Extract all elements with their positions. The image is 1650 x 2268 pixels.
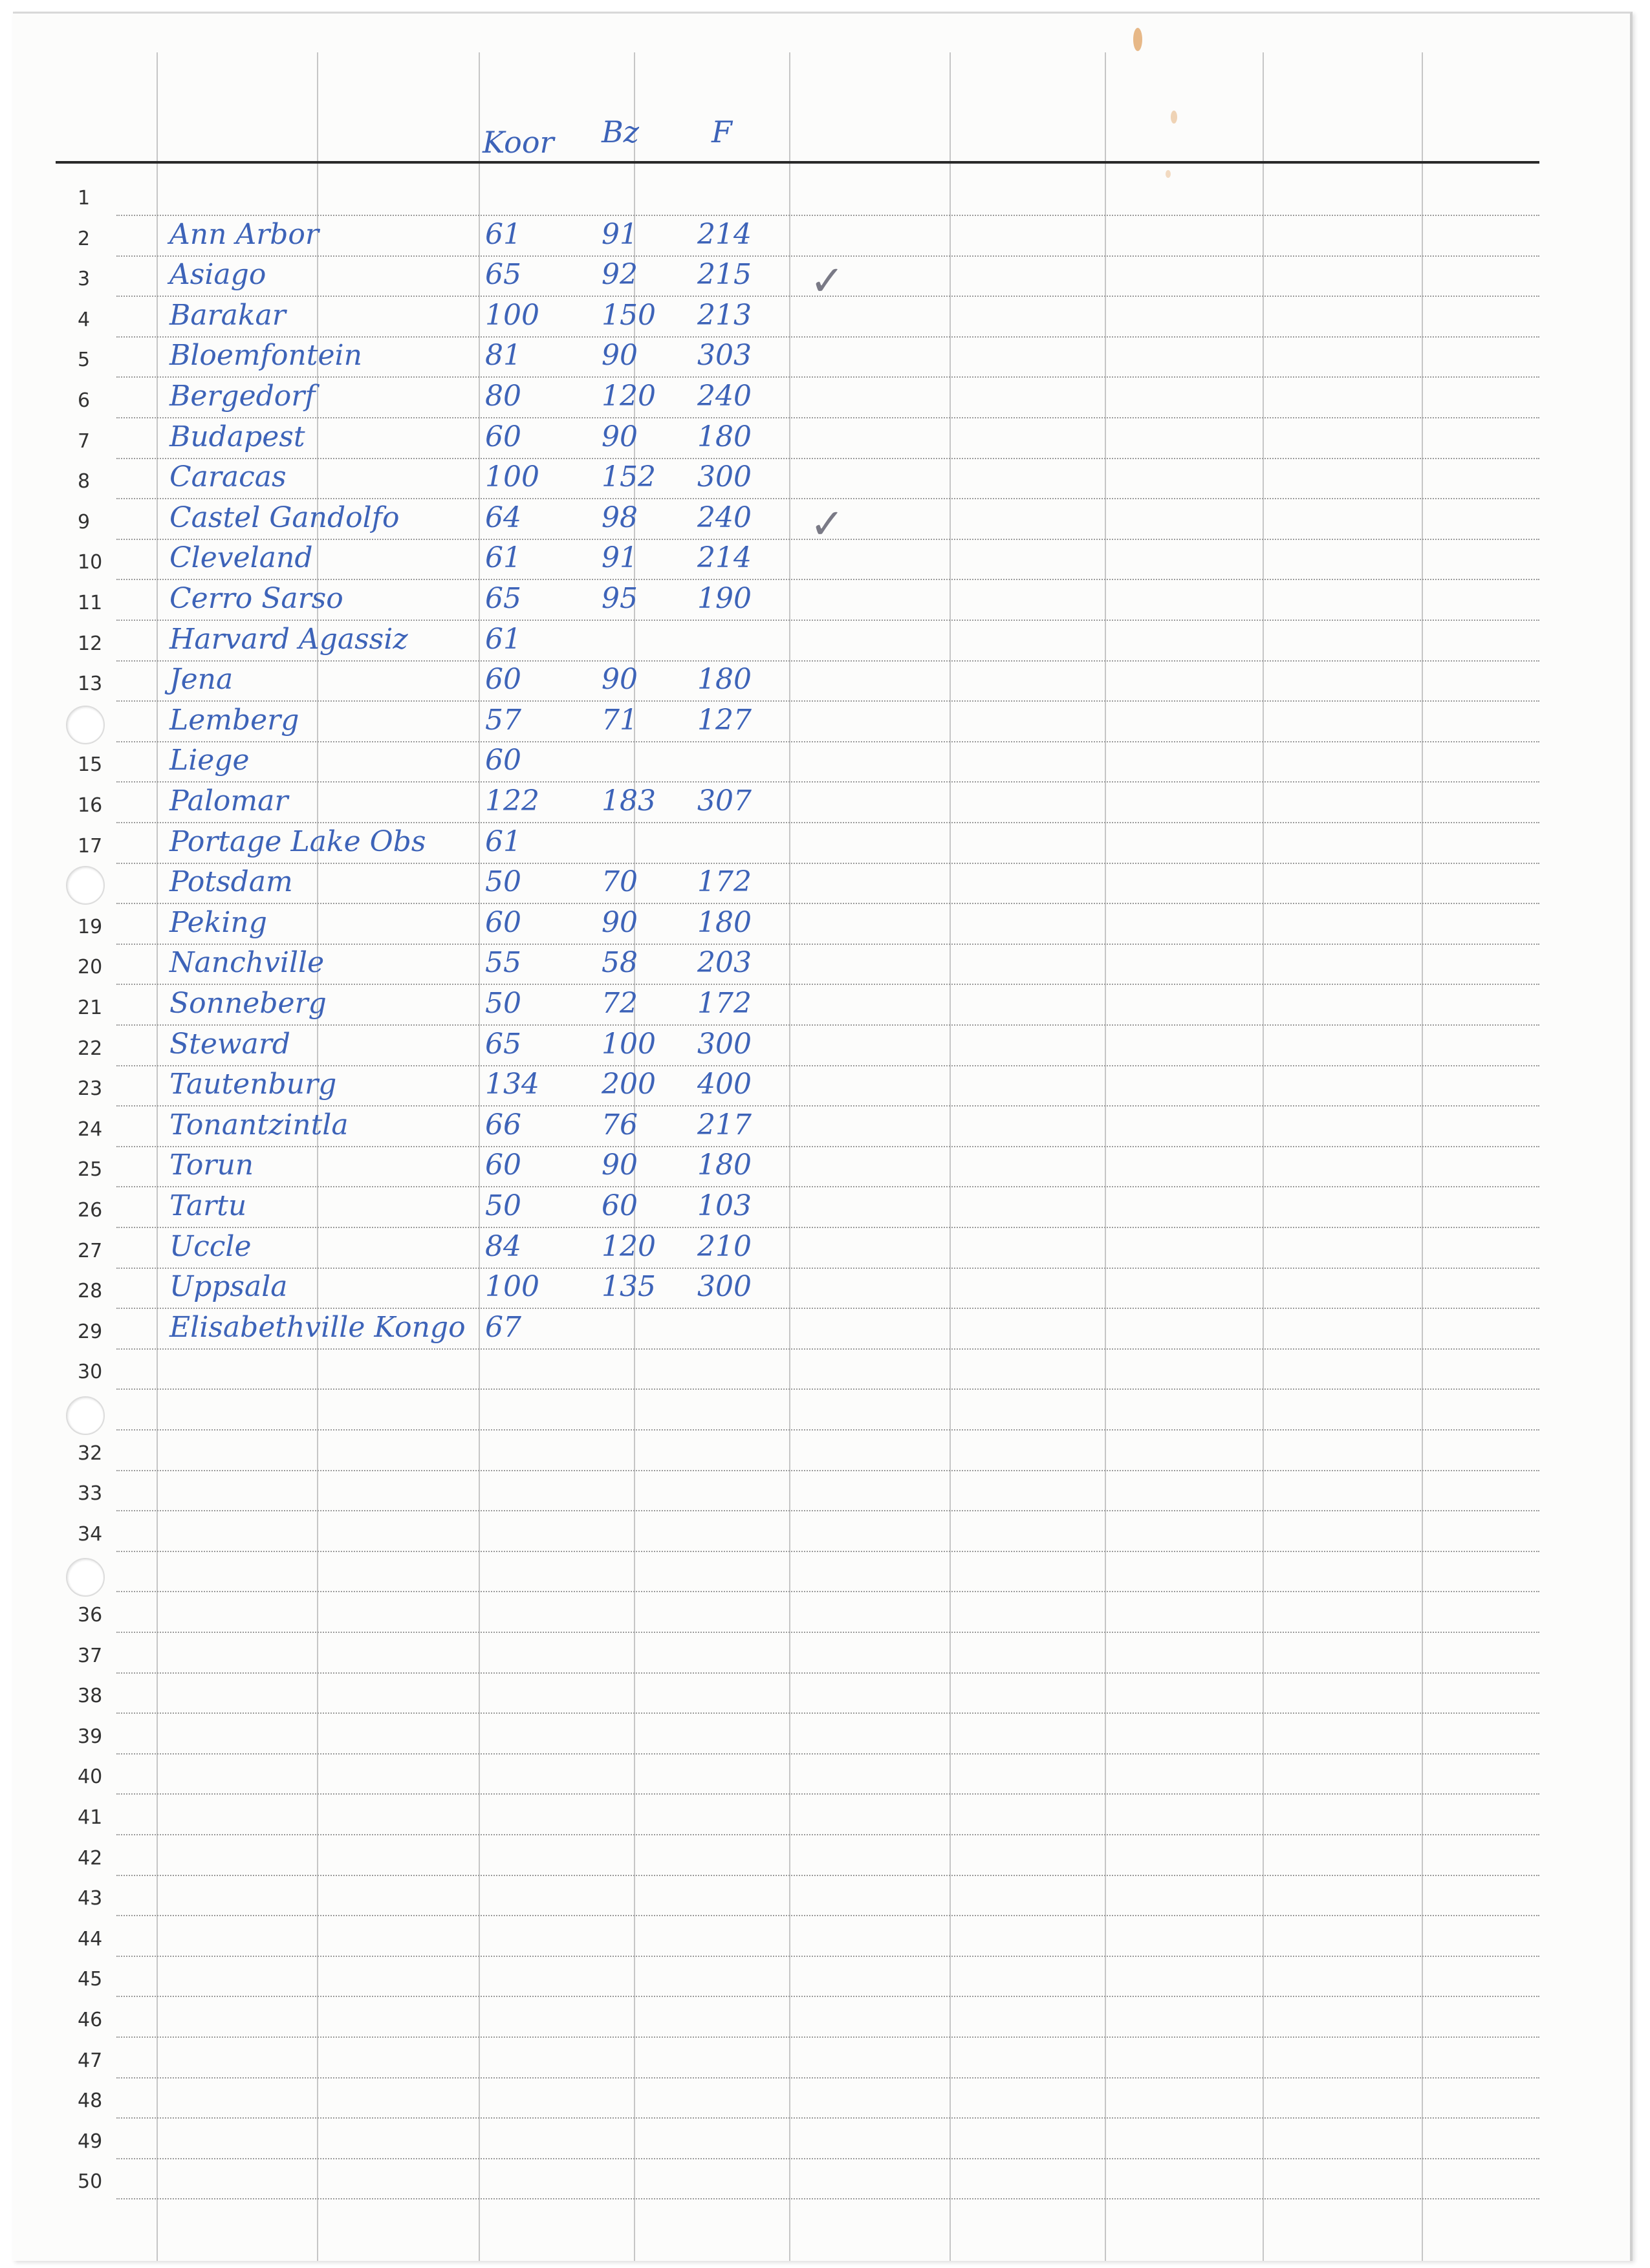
value-bz: 91 [602,217,638,251]
value-koor: 60 [485,1149,521,1182]
value-f: 303 [697,339,752,373]
row-number: 23 [78,1077,103,1101]
row-number: 46 [78,2009,103,2031]
observatory-name: Barakar [169,298,286,332]
row-rule [116,1470,1539,1471]
value-bz: 72 [602,987,638,1020]
observatory-name: Castel Gandolfo [169,501,400,534]
row-rule [116,1510,1539,1511]
observatory-name: Liege [169,744,250,777]
row-number: 13 [78,673,103,696]
row-rule [116,2077,1539,2079]
value-bz: 92 [602,258,638,292]
row-number: 3 [78,268,91,291]
value-koor: 61 [485,825,521,858]
observatory-name: Budapest [169,420,305,453]
row-number: 38 [78,1685,103,1708]
row-number: 44 [78,1927,103,1950]
row-number: 11 [78,592,103,614]
row-rule [116,417,1539,418]
header-bz: Bz [602,114,640,149]
value-koor: 80 [485,380,521,413]
value-bz: 60 [602,1189,638,1222]
row-rule [116,984,1539,985]
observatory-name: Steward [169,1027,290,1061]
row-number: 27 [78,1239,103,1262]
observatory-name: Sonneberg [169,987,327,1020]
row-number: 26 [78,1199,103,1222]
row-rule [116,458,1539,459]
row-rule [116,498,1539,499]
ink-stain [1133,28,1142,51]
row-rule [116,1388,1539,1390]
row-rule [116,1753,1539,1755]
value-bz: 70 [602,865,638,899]
value-bz: 183 [602,784,656,817]
value-koor: 57 [485,703,521,737]
value-koor: 65 [485,582,521,615]
row-number: 9 [78,510,91,534]
value-f: 172 [697,865,752,899]
row-rule [116,1793,1539,1795]
value-f: 300 [697,1270,752,1304]
row-rule [116,1348,1539,1350]
value-koor: 60 [485,420,521,453]
value-koor: 50 [485,1189,521,1222]
row-rule [116,376,1539,378]
observatory-name: Lemberg [169,703,299,737]
row-rule [116,1024,1539,1026]
column-line [950,52,951,2261]
value-bz: 95 [602,582,638,615]
row-rule [116,1268,1539,1269]
value-koor: 67 [485,1310,521,1344]
column-line [789,52,790,2261]
value-bz: 98 [602,501,638,534]
value-koor: 66 [485,1108,521,1141]
row-rule [116,1956,1539,1957]
value-koor: 84 [485,1229,521,1263]
column-line [1422,52,1423,2261]
value-bz: 71 [602,703,638,737]
value-f: 215 [697,258,752,292]
row-rule [116,1146,1539,1147]
row-number: 28 [78,1280,103,1303]
row-number: 6 [78,389,91,412]
observatory-name: Cleveland [169,541,313,575]
observatory-name: Bergedorf [169,380,316,413]
row-number: 39 [78,1725,103,1748]
observatory-name: Elisabethville Kongo [169,1310,466,1344]
value-f: 307 [697,784,752,817]
row-number: 33 [78,1482,103,1506]
row-number: 12 [78,632,103,655]
observatory-name: Portage Lake Obs [169,825,426,858]
observatory-name: Caracas [169,460,287,494]
row-rule [116,1915,1539,1916]
row-rule [116,1712,1539,1714]
value-f: 190 [697,582,752,615]
row-number: 24 [78,1118,103,1141]
row-rule [116,620,1539,621]
check-mark: ✓ [810,500,845,548]
row-rule [116,2117,1539,2119]
punch-hole [66,1396,105,1435]
value-koor: 64 [485,501,521,534]
value-bz: 90 [602,905,638,939]
value-f: 214 [697,217,752,251]
row-rule [116,2198,1539,2199]
value-bz: 90 [602,420,638,453]
row-rule [116,1632,1539,1633]
observatory-name: Tartu [169,1189,247,1222]
value-f: 400 [697,1068,752,1101]
row-rule [116,1186,1539,1187]
row-rule [116,2036,1539,2038]
row-number: 48 [78,2090,103,2113]
value-f: 172 [697,987,752,1020]
row-rule [116,579,1539,580]
value-bz: 150 [602,298,656,332]
value-koor: 100 [485,460,539,494]
value-f: 217 [697,1108,752,1141]
observatory-name: Uccle [169,1229,252,1263]
observatory-name: Torun [169,1149,254,1182]
row-rule [116,1308,1539,1309]
row-number: 4 [78,308,91,331]
row-rule [116,741,1539,742]
value-koor: 60 [485,663,521,697]
punch-hole [66,866,105,905]
value-f: 300 [697,1027,752,1061]
row-number: 22 [78,1037,103,1060]
row-number: 41 [78,1806,103,1829]
ledger-sheet [13,12,1633,2261]
observatory-name: Cerro Sarso [169,582,343,615]
header-f: F [711,114,732,149]
value-bz: 91 [602,541,638,575]
value-f: 103 [697,1189,752,1222]
value-koor: 100 [485,1270,539,1304]
value-koor: 61 [485,622,521,656]
column-line [479,52,480,2261]
value-koor: 50 [485,987,521,1020]
row-number: 43 [78,1887,103,1910]
observatory-name: Harvard Agassiz [169,622,408,656]
value-bz: 76 [602,1108,638,1141]
row-number: 25 [78,1158,103,1182]
row-rule [116,255,1539,257]
column-line [317,52,318,2261]
column-line [157,52,158,2261]
value-f: 180 [697,663,752,697]
row-rule [116,863,1539,864]
row-number: 32 [78,1442,103,1465]
row-rule [116,1996,1539,1997]
ink-stain [1166,170,1171,178]
row-number: 42 [78,1846,103,1870]
value-koor: 50 [485,865,521,899]
row-rule [116,1429,1539,1431]
punch-hole [66,706,105,744]
value-f: 240 [697,380,752,413]
observatory-name: Ann Arbor [169,217,319,251]
row-rule [116,1834,1539,1835]
value-koor: 60 [485,905,521,939]
value-bz: 120 [602,1229,656,1263]
value-koor: 81 [485,339,521,373]
row-number: 47 [78,2049,103,2072]
value-f: 214 [697,541,752,575]
row-rule [116,1875,1539,1876]
column-line [1105,52,1106,2261]
value-koor: 55 [485,946,521,980]
value-f: 300 [697,460,752,494]
row-rule [116,2158,1539,2159]
observatory-name: Potsdam [169,865,293,899]
value-koor: 122 [485,784,539,817]
value-f: 203 [697,946,752,980]
observatory-name: Tautenburg [169,1068,337,1101]
value-koor: 134 [485,1068,539,1101]
ink-stain [1171,111,1177,124]
row-number: 16 [78,794,103,817]
row-rule [116,1551,1539,1552]
row-number: 2 [78,227,91,250]
value-bz: 58 [602,946,638,980]
row-number: 1 [78,187,91,210]
value-koor: 65 [485,258,521,292]
value-koor: 61 [485,541,521,575]
value-bz: 90 [602,339,638,373]
row-rule [116,1227,1539,1228]
row-number: 45 [78,1968,103,1991]
row-number: 49 [78,2130,103,2153]
row-number: 21 [78,997,103,1019]
row-number: 10 [78,551,103,574]
row-rule [116,903,1539,904]
value-bz: 135 [602,1270,656,1304]
row-rule [116,700,1539,702]
row-rule [116,215,1539,216]
check-mark: ✓ [810,257,845,306]
row-number: 20 [78,956,103,979]
row-number: 8 [78,470,91,493]
observatory-name: Uppsala [169,1270,288,1304]
observatory-name: Tonantzintla [169,1108,349,1141]
header-koor: Koor [483,125,554,160]
header-rule [56,161,1539,164]
row-rule [116,336,1539,338]
row-rule [116,1065,1539,1066]
row-number: 37 [78,1644,103,1667]
row-number: 36 [78,1604,103,1626]
row-number: 50 [78,2170,103,2194]
observatory-name: Jena [169,663,233,697]
value-bz: 200 [602,1068,656,1101]
row-rule [116,944,1539,945]
value-f: 180 [697,420,752,453]
value-f: 180 [697,1149,752,1182]
row-number: 40 [78,1766,103,1789]
observatory-name: Asiago [169,258,266,292]
row-number: 34 [78,1522,103,1546]
row-rule [116,781,1539,783]
row-rule [116,1591,1539,1592]
observatory-name: Bloemfontein [169,339,362,373]
value-f: 127 [697,703,752,737]
row-number: 17 [78,834,103,858]
value-koor: 65 [485,1027,521,1061]
row-rule [116,1105,1539,1107]
value-f: 180 [697,905,752,939]
row-rule [116,822,1539,823]
row-number: 30 [78,1361,103,1384]
row-number: 7 [78,429,91,453]
value-f: 213 [697,298,752,332]
row-number: 29 [78,1320,103,1343]
column-line [1263,52,1264,2261]
value-bz: 90 [602,1149,638,1182]
row-number: 15 [78,753,103,777]
row-number: 19 [78,915,103,938]
observatory-name: Peking [169,905,267,939]
value-bz: 120 [602,380,656,413]
row-rule [116,1672,1539,1674]
observatory-name: Palomar [169,784,288,817]
row-rule [116,660,1539,662]
observatory-name: Nanchville [169,946,325,980]
value-koor: 60 [485,744,521,777]
punch-hole [66,1558,105,1597]
value-koor: 61 [485,217,521,251]
value-bz: 90 [602,663,638,697]
value-f: 240 [697,501,752,534]
value-f: 210 [697,1229,752,1263]
value-bz: 152 [602,460,656,494]
row-number: 5 [78,349,91,372]
value-bz: 100 [602,1027,656,1061]
value-koor: 100 [485,298,539,332]
